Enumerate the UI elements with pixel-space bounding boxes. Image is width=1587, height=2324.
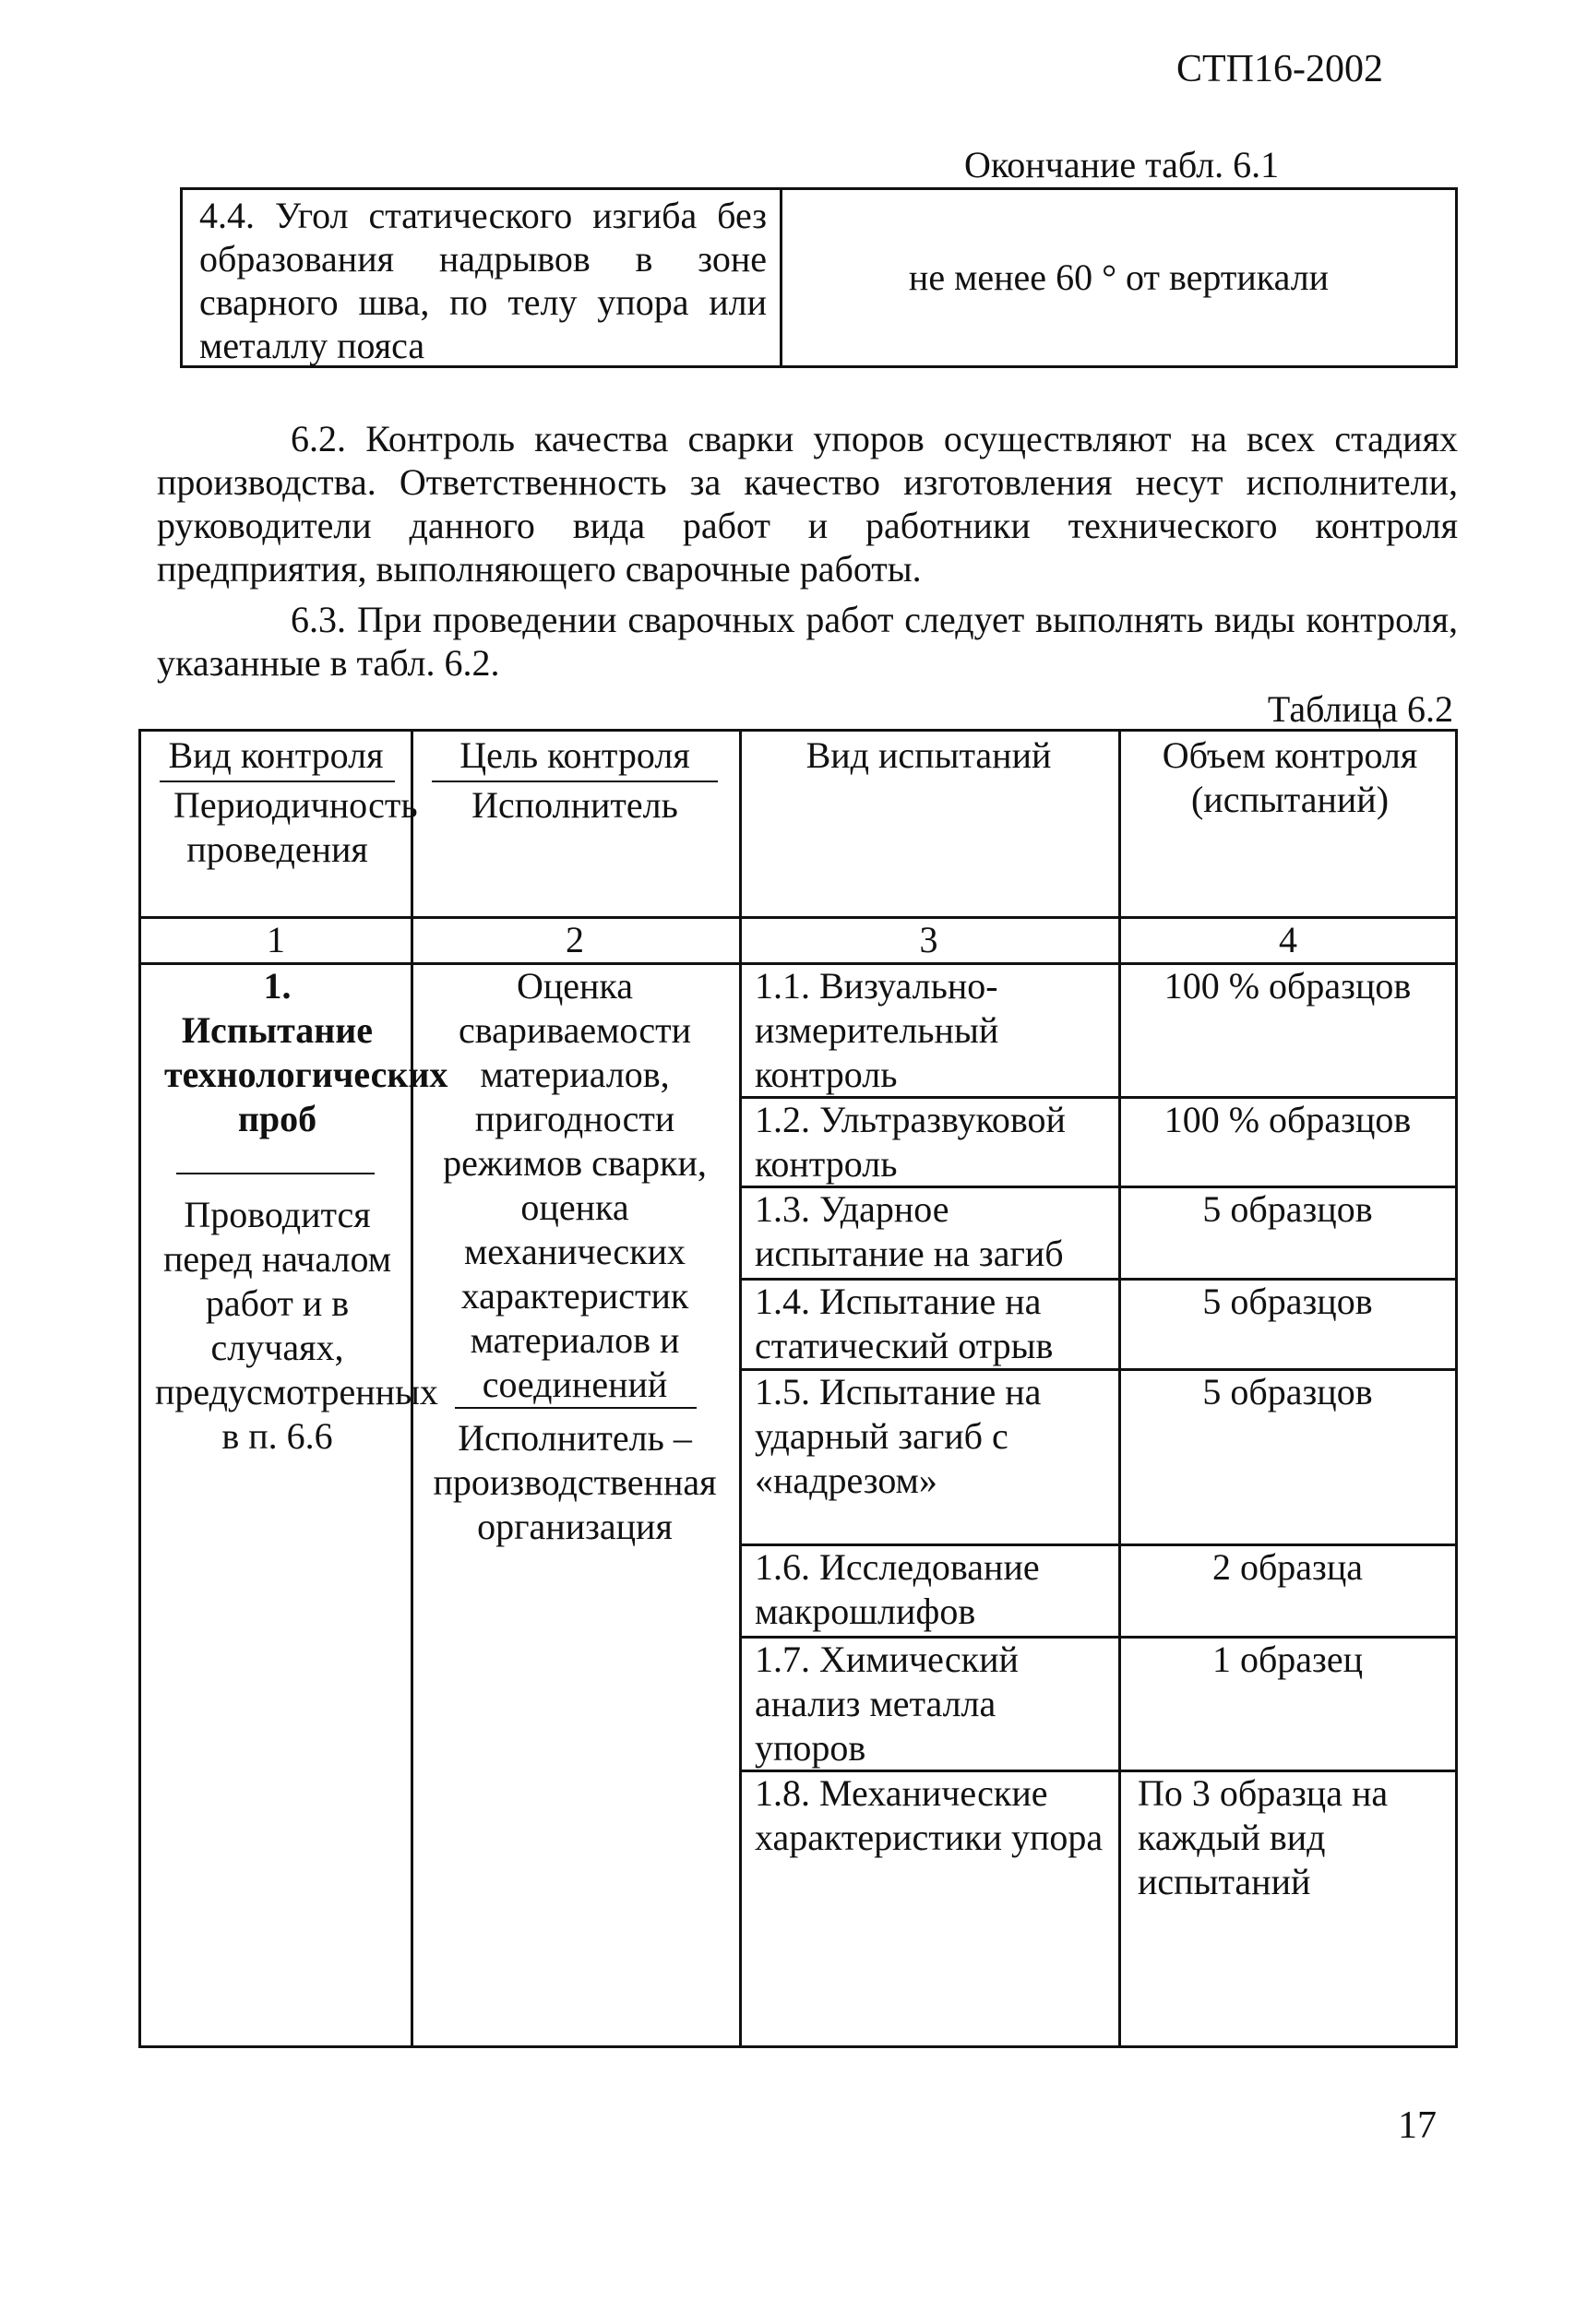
volume-row-6: 2 образца — [1211, 1546, 1364, 1588]
test-row-6: 1.6. Исследование макрошлифов — [755, 1546, 1040, 1632]
table-6-2 — [138, 729, 1458, 2048]
group-separator — [176, 1173, 375, 1174]
table-6-1-right-text: не менее 60 ° от вертикали — [908, 256, 1330, 298]
header-underline — [160, 781, 395, 782]
table-6-2-caption: Таблица 6.2 — [1267, 688, 1453, 730]
paragraph-6-2: 6.2. Контроль качества сварки упоров осуществляют на всех стадиях производства. Ответственность за качество изготовления несут исполнители, руководители данного вида работ и работники технического контроля предприятия, выполняющего сварочные работы. — [157, 418, 1458, 590]
header-underline — [432, 781, 718, 782]
test-row-5: 1.5. Испытание на ударный загиб с «надрезом» — [755, 1371, 1042, 1501]
table-6-1-left-cell: 4.4. Угол статического изгиба без образования надрывов в зоне сварного шва, по телу упора или металлу пояса — [183, 190, 782, 365]
volume-row-5: 5 образцов — [1202, 1371, 1373, 1412]
group-title: 1. Испытание технологических проб — [164, 965, 448, 1139]
test-row-1: 1.1. Визуально-измерительный контроль — [755, 965, 999, 1095]
group-periodicity: Проводится перед началом работ и в случаях, предусмотренных в п. 6.6 — [155, 1194, 438, 1457]
page-number: 17 — [1398, 2104, 1437, 2147]
volume-row-8: По 3 образца на каждый вид испытаний — [1138, 1772, 1389, 1902]
paragraph-6-3: 6.3. При проведении сварочных работ следует выполнять виды контроля, указанные в табл. 6.2. — [157, 599, 1458, 684]
document-code: СТП16-2002 — [1176, 48, 1383, 90]
header-volume: Объем контроля (испытаний) — [1162, 734, 1418, 820]
header-control-type: Вид контроля — [168, 734, 384, 776]
test-row-7: 1.7. Химический анализ металла упоров — [755, 1639, 1019, 1769]
volume-row-4: 5 образцов — [1202, 1281, 1373, 1322]
volume-row-2: 100 % образцов — [1163, 1099, 1412, 1140]
group-executor: Исполнитель – производственная организация — [433, 1417, 717, 1547]
col-number: 1 — [267, 919, 285, 960]
col-number: 4 — [1279, 919, 1297, 960]
group-purpose: Оценка свариваемости материалов, пригодности режимов сварки, оценка механических характеристик материалов и соединений — [443, 965, 707, 1405]
test-row-2: 1.2. Ультразвуковой контроль — [755, 1099, 1066, 1185]
col-number: 2 — [566, 919, 584, 960]
col-number: 3 — [919, 919, 938, 960]
test-row-4: 1.4. Испытание на статический отрыв — [755, 1281, 1054, 1366]
test-row-8: 1.8. Механические характеристики упора — [755, 1772, 1104, 1858]
header-test-type: Вид испытаний — [805, 734, 1052, 776]
header-control-purpose: Цель контроля — [459, 734, 690, 776]
header-executor: Исполнитель — [471, 784, 678, 826]
volume-row-7: 1 образец — [1211, 1639, 1364, 1680]
volume-row-1: 100 % образцов — [1163, 965, 1412, 1007]
header-periodicity: Периодичность проведения — [173, 784, 418, 870]
table-6-1-right-cell — [782, 190, 1455, 365]
volume-row-3: 5 образцов — [1202, 1188, 1373, 1230]
table-6-1-end — [180, 187, 1458, 368]
test-row-3: 1.3. Ударное испытание на загиб — [755, 1188, 1064, 1274]
table-continuation-label: Окончание табл. 6.1 — [964, 144, 1280, 185]
group-separator — [455, 1407, 697, 1409]
